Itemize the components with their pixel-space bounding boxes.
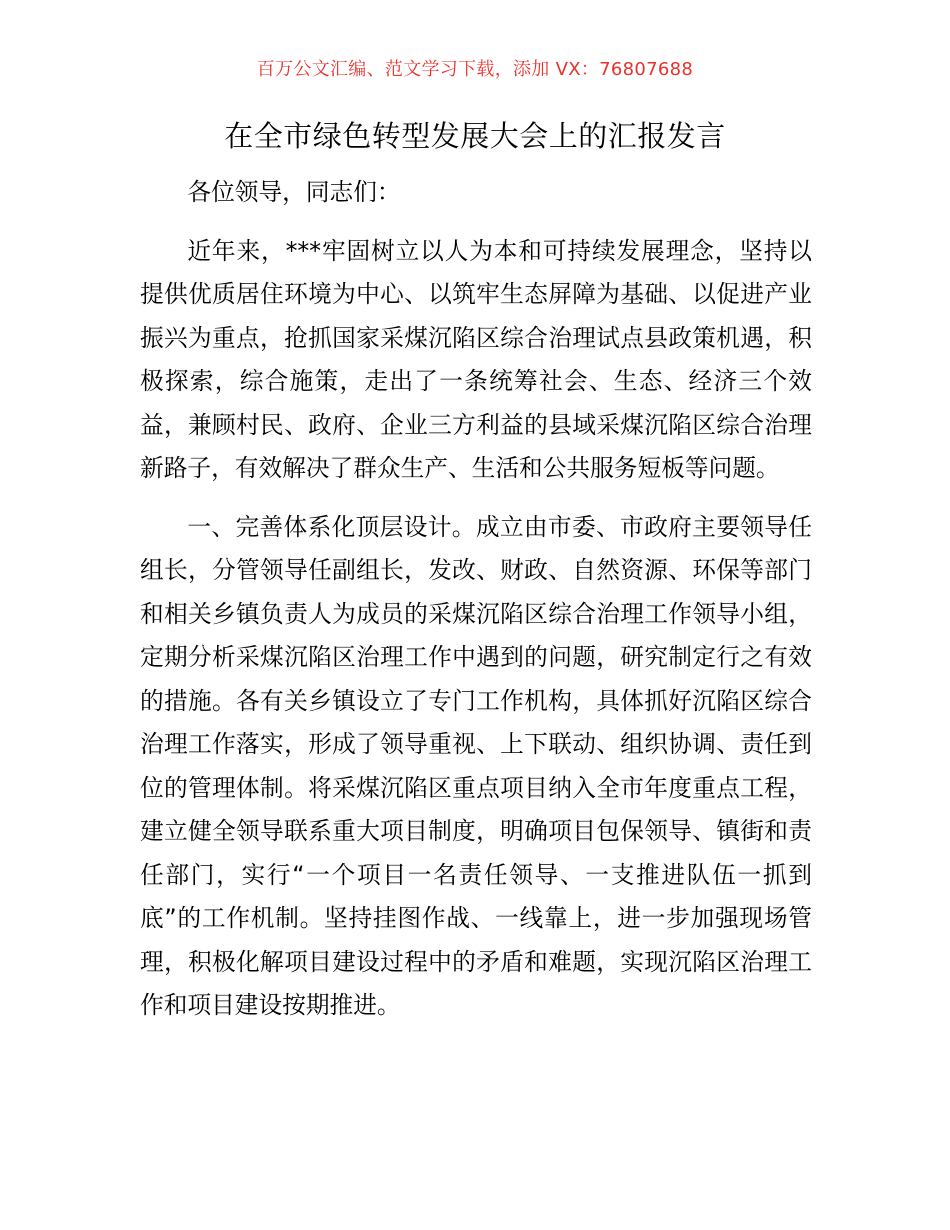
paragraph-section-1: 一、完善体系化顶层设计。成立由市委、市政府主要领导任组长，分管领导任副组长，发改、财政、自然资源、环保等部门和相关乡镇负责人为成员的采煤沉陷区综合治理工作领导小组，定期分析采煤沉陷区治理工作中遇到的问题，研究制定行之有效的措施。各有关乡镇设立了专门工作机构，具体抓好沉陷区综合治理工作落实，形成了领导重视、上下联动、组织协调、责任到位的管理体制。将采煤沉陷区重点项目纳入全市年度重点工程，建立健全领导联系重大项目制度，明确项目包保领导、镇街和责任部门，实行“一个项目一名责任领导、一支推进队伍一抓到底”的工作机制。坚持挂图作战、一线靠上，进一步加强现场管理，积极化解项目建设过程中的矛盾和难题，实现沉陷区治理工作和项目建设按期推进。 bbox=[140, 512, 812, 1019]
salutation: 各位领导，同志们： bbox=[187, 178, 401, 206]
paragraph-intro: 近年来，***牢固树立以人为本和可持续发展理念，坚持以提供优质居住环境为中心、以筑牢生态屏障为基础、以促进产业振兴为重点，抢抓国家采煤沉陷区综合治理试点县政策机遇，积极探索，综合施策，走出了一条统筹社会、生态、经济三个效益，兼顾村民、政府、企业三方利益的县域采煤沉陷区综合治理新路子，有效解决了群众生产、生活和公共服务短板等问题。 bbox=[140, 236, 812, 482]
header-banner: 百万公文汇编、范文学习下载，添加 VX：76807688 bbox=[256, 59, 694, 80]
document-body bbox=[140, 171, 812, 1028]
document-title: 在全市绿色转型发展大会上的汇报发言 bbox=[224, 119, 726, 153]
